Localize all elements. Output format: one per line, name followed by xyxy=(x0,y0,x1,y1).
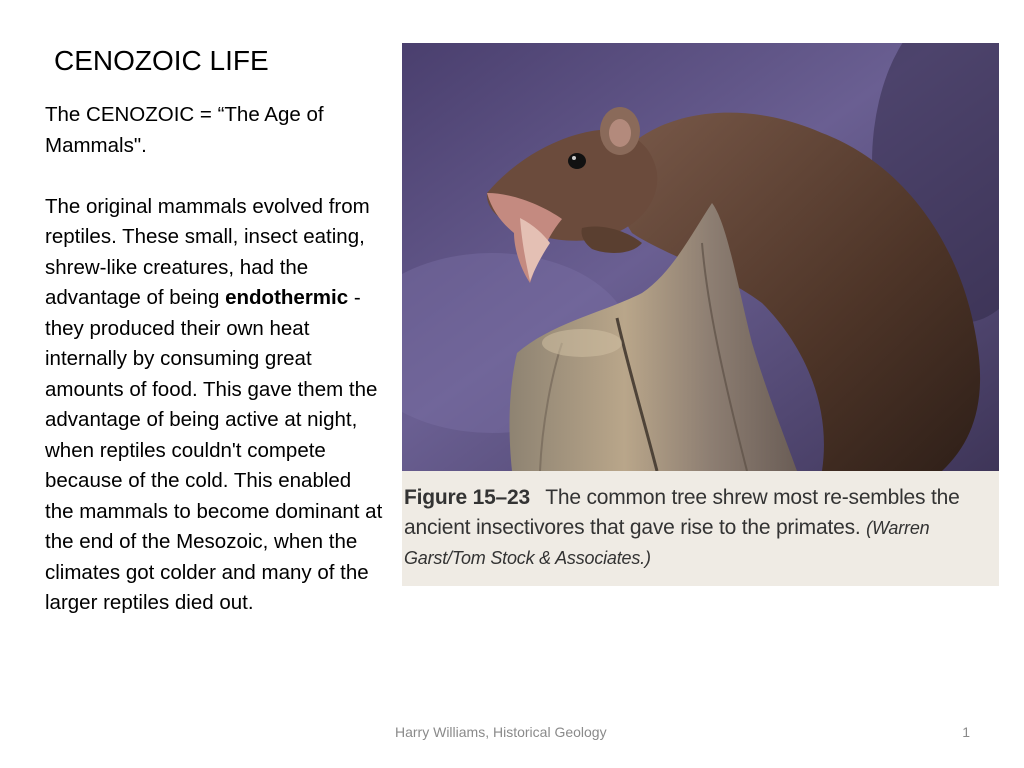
tree-shrew-photo xyxy=(402,43,999,471)
figure-label: Figure 15–23 xyxy=(404,486,530,509)
figure-credit: (Warren Garst/Tom Stock & Associates.) xyxy=(404,518,930,568)
figure-caption-text: The common tree shrew most re-sembles the ancient insectivores that gave rise to the primates. xyxy=(404,486,960,539)
intro-paragraph: The CENOZOIC = “The Age of Mammals". xyxy=(45,103,324,157)
tree-shrew-figure xyxy=(402,43,999,586)
figure-caption xyxy=(402,471,999,586)
endothermic-term: endothermic xyxy=(225,286,349,309)
mammals-text-before: The original mammals evolved from reptiles. These small, insect eating, shrew-like creatures, had the advantage of being xyxy=(45,194,370,309)
mammals-paragraph xyxy=(45,192,385,619)
mammals-text-after: - they produced their own heat internally by consuming great amounts of food. This gave them the advantage of being active at night, when reptiles couldn't compete because of the cold. This enabled the mammals to become dominant at the end of the Mesozoic, when the climates got colder and many of the larger reptiles died out. xyxy=(45,286,383,614)
page-number: 1 xyxy=(962,724,970,740)
footer-source: Harry Williams, Historical Geology xyxy=(395,724,607,740)
slide-title: CENOZOIC LIFE xyxy=(54,45,269,76)
body-text xyxy=(45,100,385,619)
